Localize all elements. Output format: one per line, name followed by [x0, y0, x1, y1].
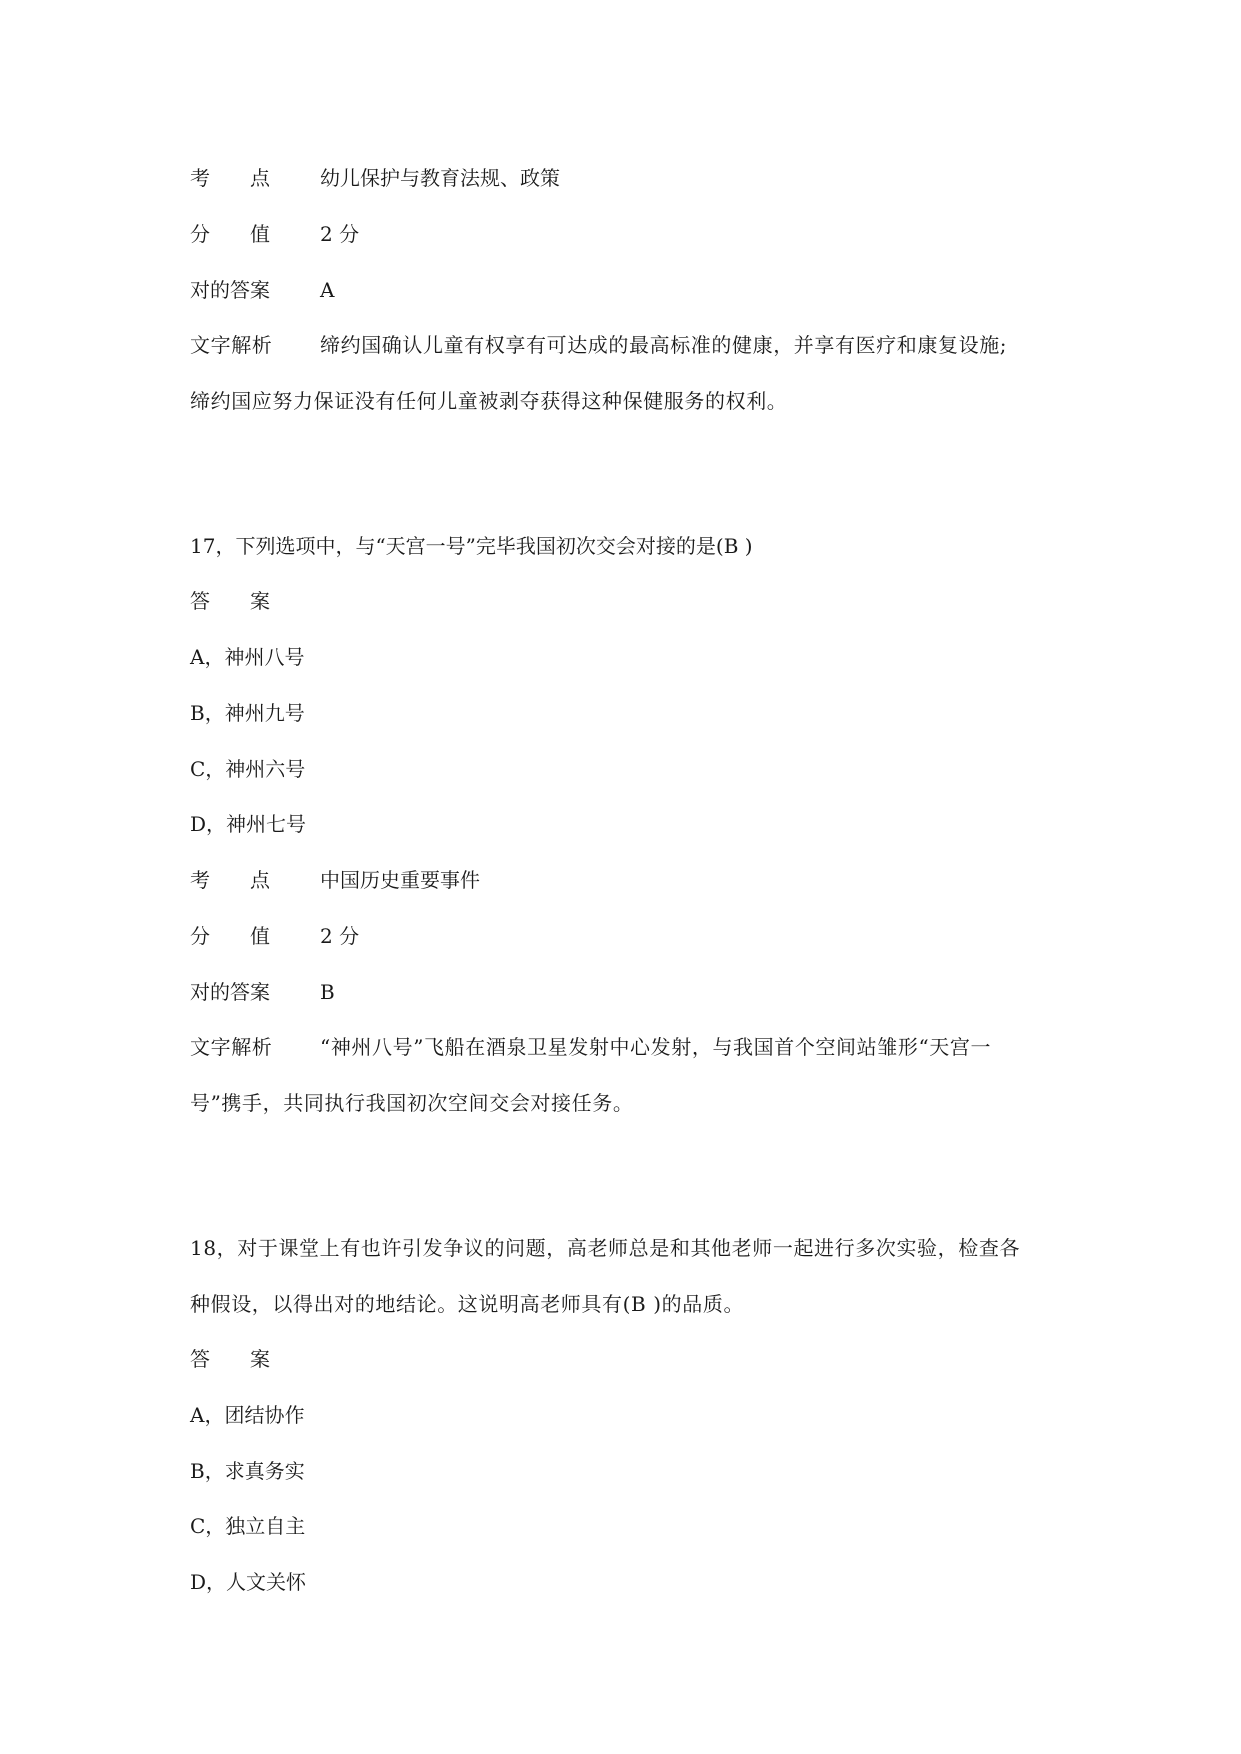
analysis-text-line-1: “神州八号”飞船在酒泉卫星发射中心发射，与我国首个空间站雏形“天宫一	[320, 1035, 992, 1059]
q17-option-d: D，神州七号	[190, 812, 307, 836]
q16-analysis-continuation: 缔约国应努力保证没有任何儿童被剥夺获得这种保健服务的权利。	[190, 389, 788, 413]
q17-answer-heading: 答 案	[190, 589, 270, 613]
q17-option-c: C，神州六号	[190, 757, 306, 781]
q17-analysis-row	[190, 1035, 991, 1059]
q18-option-c: C，独立自主	[190, 1514, 306, 1538]
q17-kaodian-row	[190, 868, 480, 892]
q16-fenzhi-row	[190, 222, 359, 246]
q18-stem-line-2: 种假设，以得出对的地结论。这说明高老师具有(B )的品质。	[190, 1292, 745, 1316]
q17-answer-row	[190, 980, 335, 1004]
q16-kaodian-row	[190, 166, 560, 190]
fenzhi-value: 2 分	[320, 222, 360, 246]
q18-option-a: A，团结协作	[190, 1403, 305, 1427]
q16-analysis-row	[190, 333, 1007, 357]
answer-label: 对的答案	[190, 278, 270, 302]
answer-value: B	[320, 980, 335, 1004]
kaodian-value: 中国历史重要事件	[320, 868, 480, 892]
q17-option-b: B，神州九号	[190, 701, 305, 725]
q17-option-a: A，神州八号	[190, 645, 305, 669]
fenzhi-value: 2 分	[320, 924, 360, 948]
kaodian-value: 幼儿保护与教育法规、政策	[320, 166, 560, 190]
kaodian-label: 考 点	[190, 868, 270, 892]
q17-stem: 17，下列选项中，与“天宫一号”完毕我国初次交会对接的是(B )	[190, 534, 753, 558]
analysis-label: 文字解析	[190, 1035, 273, 1059]
fenzhi-label: 分 值	[190, 924, 270, 948]
answer-label: 对的答案	[190, 980, 270, 1004]
q17-fenzhi-row	[190, 924, 359, 948]
answer-value: A	[320, 278, 335, 302]
kaodian-label: 考 点	[190, 166, 270, 190]
q18-option-b: B，求真务实	[190, 1459, 305, 1483]
q16-answer-row	[190, 278, 334, 302]
q18-stem-line-1: 18，对于课堂上有也许引发争议的问题，高老师总是和其他老师一起进行多次实验，检查各	[190, 1236, 1021, 1260]
fenzhi-label: 分 值	[190, 222, 270, 246]
q18-option-d: D，人文关怀	[190, 1570, 307, 1594]
q17-analysis-continuation: 号”携手，共同执行我国初次空间交会对接任务。	[190, 1091, 634, 1115]
q18-answer-heading: 答 案	[190, 1347, 270, 1371]
analysis-text-line-1: 缔约国确认儿童有权享有可达成的最高标准的健康，并享有医疗和康复设施;	[320, 333, 1008, 357]
analysis-label: 文字解析	[190, 333, 273, 357]
